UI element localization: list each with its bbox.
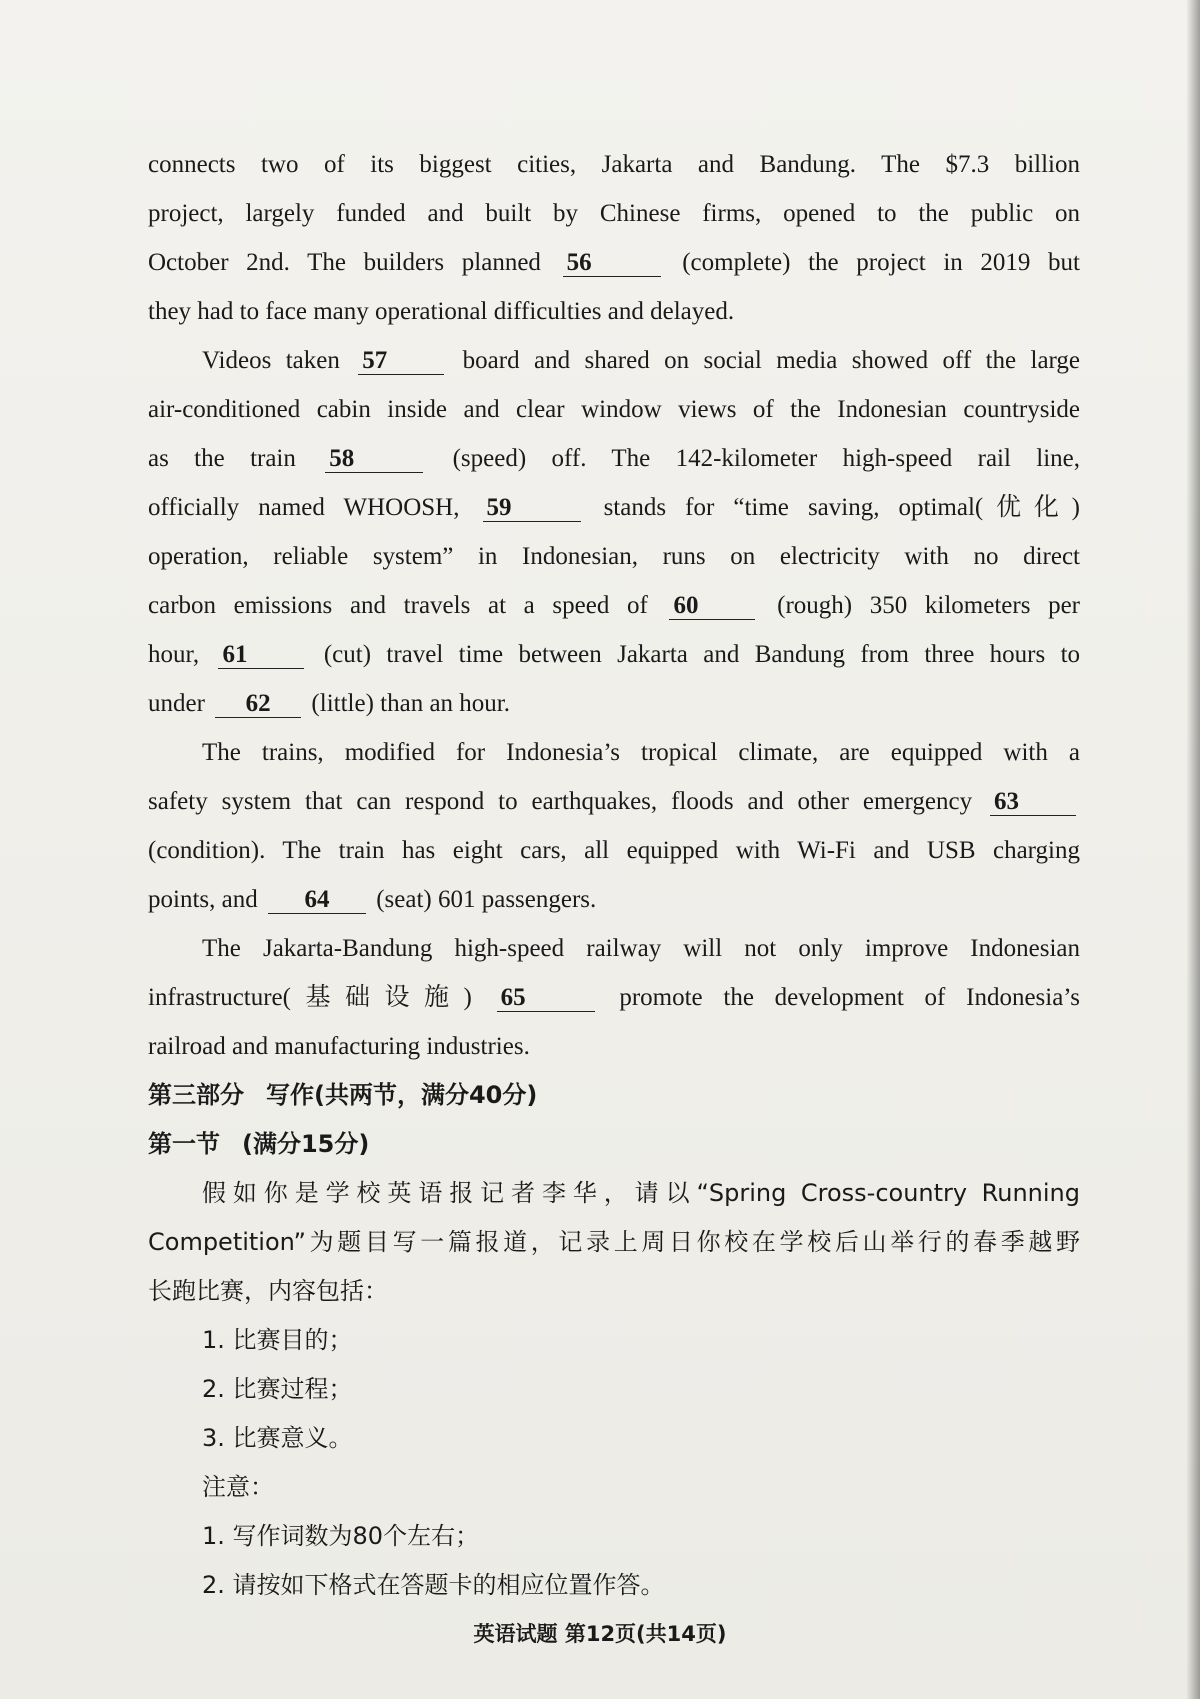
blank-58[interactable]: 58 bbox=[325, 446, 423, 473]
passage-text: officially named WHOOSH, bbox=[148, 494, 460, 521]
notice-item: 1. 写作词数为80个左右； bbox=[202, 1522, 480, 1550]
passage-line: operation, reliable system” in Indonesian, runs on electricity with no direct bbox=[148, 543, 1080, 570]
passage-text: safety system that can respond to earthquakes, floods and other emergency bbox=[148, 788, 973, 815]
page-footer: 英语试题 第12页(共14页) bbox=[473, 1622, 727, 1646]
passage-text: (rough) 350 kilometers per bbox=[777, 592, 1081, 619]
part-heading-label: 第三部分 bbox=[148, 1081, 244, 1109]
page-content bbox=[148, 140, 1080, 1610]
notice-label: 注意： bbox=[202, 1473, 274, 1501]
passage-line bbox=[148, 973, 1080, 1022]
part-heading bbox=[148, 1071, 1080, 1120]
blank-65[interactable]: 65 bbox=[497, 985, 595, 1012]
passage-line: air-conditioned cabin inside and clear window views of the Indonesian countryside bbox=[148, 396, 1080, 423]
part-heading-desc: 写作(共两节，满分40分) bbox=[266, 1081, 538, 1109]
notice-item: 2. 请按如下格式在答题卡的相应位置作答。 bbox=[202, 1571, 665, 1599]
passage-text: hour, bbox=[148, 641, 200, 668]
passage-text: points, and bbox=[148, 886, 258, 913]
passage-line bbox=[148, 434, 1080, 483]
passage-text: (cut) travel time between Jakarta and Bandung from three hours to bbox=[323, 641, 1081, 668]
passage-text: October 2nd. The builders planned bbox=[148, 249, 541, 276]
passage-line: (condition). The train has eight cars, all equipped with Wi-Fi and USB charging bbox=[148, 837, 1080, 864]
passage-text: carbon emissions and travels at a speed of bbox=[148, 592, 648, 619]
passage-text: (complete) the project in 2019 but bbox=[682, 249, 1081, 276]
passage-line: railroad and manufacturing industries. bbox=[148, 1033, 530, 1060]
blank-59[interactable]: 59 bbox=[483, 495, 581, 522]
blank-63[interactable]: 63 bbox=[990, 789, 1076, 816]
content-item: 2. 比赛过程； bbox=[202, 1375, 353, 1403]
blank-57[interactable]: 57 bbox=[358, 348, 444, 375]
passage-text: infrastructure(基础设施) bbox=[148, 984, 472, 1011]
blank-61[interactable]: 61 bbox=[218, 642, 304, 669]
passage-text: stands for “time saving, optimal(优化) bbox=[603, 494, 1080, 521]
content-item: 3. 比赛意义。 bbox=[202, 1424, 353, 1452]
passage-line bbox=[148, 238, 1080, 287]
passage-line: The Jakarta-Bandung high-speed railway will not only improve Indonesian bbox=[202, 935, 1080, 962]
blank-62[interactable]: 62 bbox=[215, 691, 301, 718]
blank-56[interactable]: 56 bbox=[563, 250, 661, 277]
blank-64[interactable]: 64 bbox=[268, 887, 366, 914]
passage-line bbox=[148, 336, 1080, 385]
passage-line: they had to face many operational difficulties and delayed. bbox=[148, 298, 735, 325]
passage-line bbox=[148, 581, 1080, 630]
passage-line bbox=[148, 777, 1080, 826]
passage-text: (speed) off. The 142-kilometer high-speed rail line, bbox=[452, 445, 1081, 472]
section-heading-label: 第一节 bbox=[148, 1130, 220, 1158]
passage-line: project, largely funded and built by Chinese firms, opened to the public on bbox=[148, 200, 1080, 227]
passage-text: (little) than an hour. bbox=[311, 690, 510, 717]
passage-text: promote the development of Indonesia’s bbox=[619, 984, 1080, 1011]
section-heading bbox=[148, 1120, 1080, 1169]
scan-edge-shadow bbox=[1186, 0, 1200, 1699]
passage-text: under bbox=[148, 690, 205, 717]
passage-line bbox=[148, 679, 1080, 728]
passage-line: The trains, modified for Indonesia’s tropical climate, are equipped with a bbox=[202, 739, 1080, 766]
passage-text: Videos taken bbox=[202, 347, 340, 374]
blank-60[interactable]: 60 bbox=[669, 593, 755, 620]
passage-line: connects two of its biggest cities, Jakarta and Bandung. The $7.3 billion bbox=[148, 151, 1080, 178]
passage-text: as the train bbox=[148, 445, 296, 472]
passage-text: board and shared on social media showed off the large bbox=[462, 347, 1081, 374]
passage-text: (seat) 601 passengers. bbox=[376, 886, 597, 913]
passage-line bbox=[148, 483, 1080, 532]
writing-prompt-line: 长跑比赛，内容包括： bbox=[148, 1277, 388, 1305]
passage-line bbox=[148, 630, 1080, 679]
passage-line bbox=[148, 875, 1080, 924]
section-heading-desc: (满分15分) bbox=[242, 1130, 370, 1158]
writing-prompt-line: 假如你是学校英语报记者李华，请以“Spring Cross-country Running bbox=[202, 1179, 1080, 1207]
content-item: 1. 比赛目的； bbox=[202, 1326, 353, 1354]
writing-prompt-line: Competition”为题目写一篇报道，记录上周日你校在学校后山举行的春季越野 bbox=[148, 1228, 1080, 1256]
